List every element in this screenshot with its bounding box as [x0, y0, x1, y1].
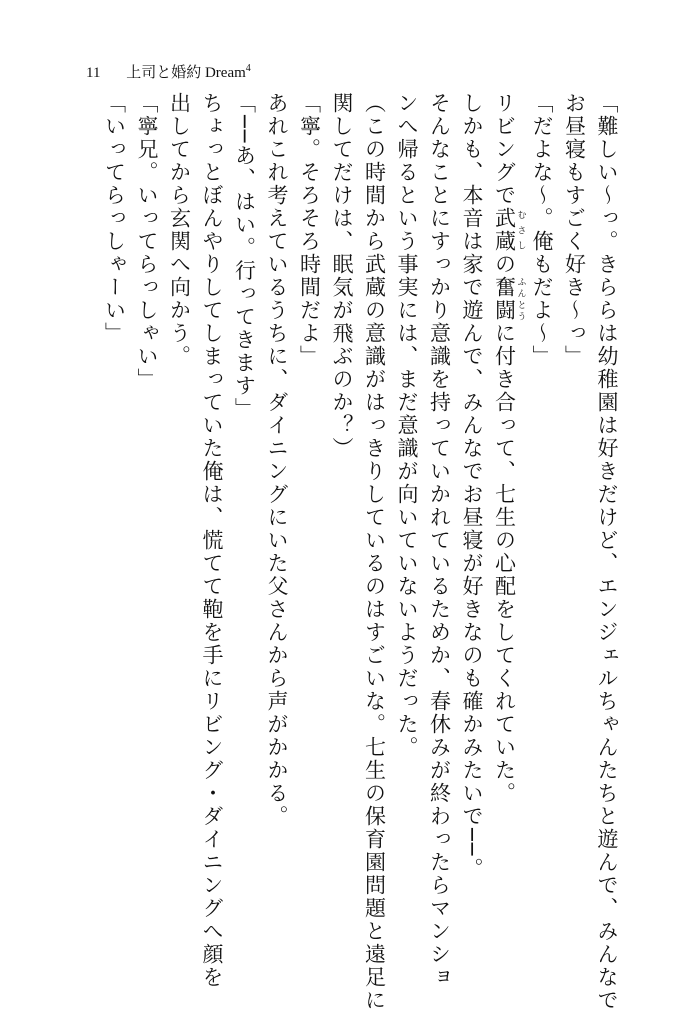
text-line-15: 「寧兄。いってらっしゃい」: [135, 92, 159, 391]
text-line-6: そんなことにすっかり意識を持っていかれているためか、春休みが終わったらマンショ: [427, 92, 452, 989]
book-title-text: 上司と婚約 Dream: [126, 65, 246, 81]
book-title: [126, 65, 251, 81]
ruby-base-musashi: 武蔵: [492, 207, 517, 253]
text-line-3: 「だよな～。俺もだよ～」: [530, 92, 554, 368]
body-text: [98, 92, 623, 1012]
ruby-base-funtou: 奮闘: [492, 276, 517, 322]
text-line-1: 「難しい～っ。きららは幼稚園は好きだけど、エンジェルちゃんたちと遊んで、みんなで: [595, 92, 619, 1012]
ruby-funtou: [492, 276, 526, 322]
ruby-reading-funtou: ふんとう: [515, 276, 526, 322]
volume-superscript: 4: [245, 63, 251, 74]
ruby-reading-musashi: むさし: [515, 207, 526, 253]
ruby-line-mid: の: [492, 253, 517, 276]
text-line-5: しかも、本音は家で遊んで、みんなでお昼寝が好きなのも確かみたいで──。: [460, 92, 484, 881]
text-line-11: あれこれ考えているうちに、ダイニングにいた父さんから声がかかる。: [265, 92, 289, 828]
page-number: 11: [86, 65, 101, 81]
page-header: [86, 60, 251, 82]
text-line-16: 「いってらっしゃーい」: [102, 92, 127, 345]
ruby-musashi: [492, 207, 526, 253]
text-line-12: 「──あ、はい。行ってきます」: [232, 92, 257, 421]
text-line-7: ンへ帰るという事実には、まだ意識が向いていないようだった。: [395, 92, 419, 759]
text-line-2: お昼寝もすごく好き～っ」: [562, 92, 587, 368]
text-line-4-with-ruby: [488, 92, 526, 952]
ruby-line-post: に付き合って、七生の心配をしてくれていた。: [492, 322, 517, 805]
text-line-14: 出してから玄関へ向かう。: [167, 92, 192, 368]
text-line-9: 関してだけは、眠気が飛ぶのか？）: [330, 92, 354, 460]
text-line-13: ちょっとぼんやりしてしまっていた俺は、慌てて鞄を手にリビング・ダイニングへ顔を: [200, 92, 224, 989]
ruby-line-pre: リビングで: [492, 92, 517, 207]
text-line-10: 「寧。そろそろ時間だよ」: [297, 92, 322, 368]
text-line-8: （この時間から武蔵の意識がはっきりしているのはすごいな。七生の保育園問題と遠足に: [362, 92, 387, 1012]
